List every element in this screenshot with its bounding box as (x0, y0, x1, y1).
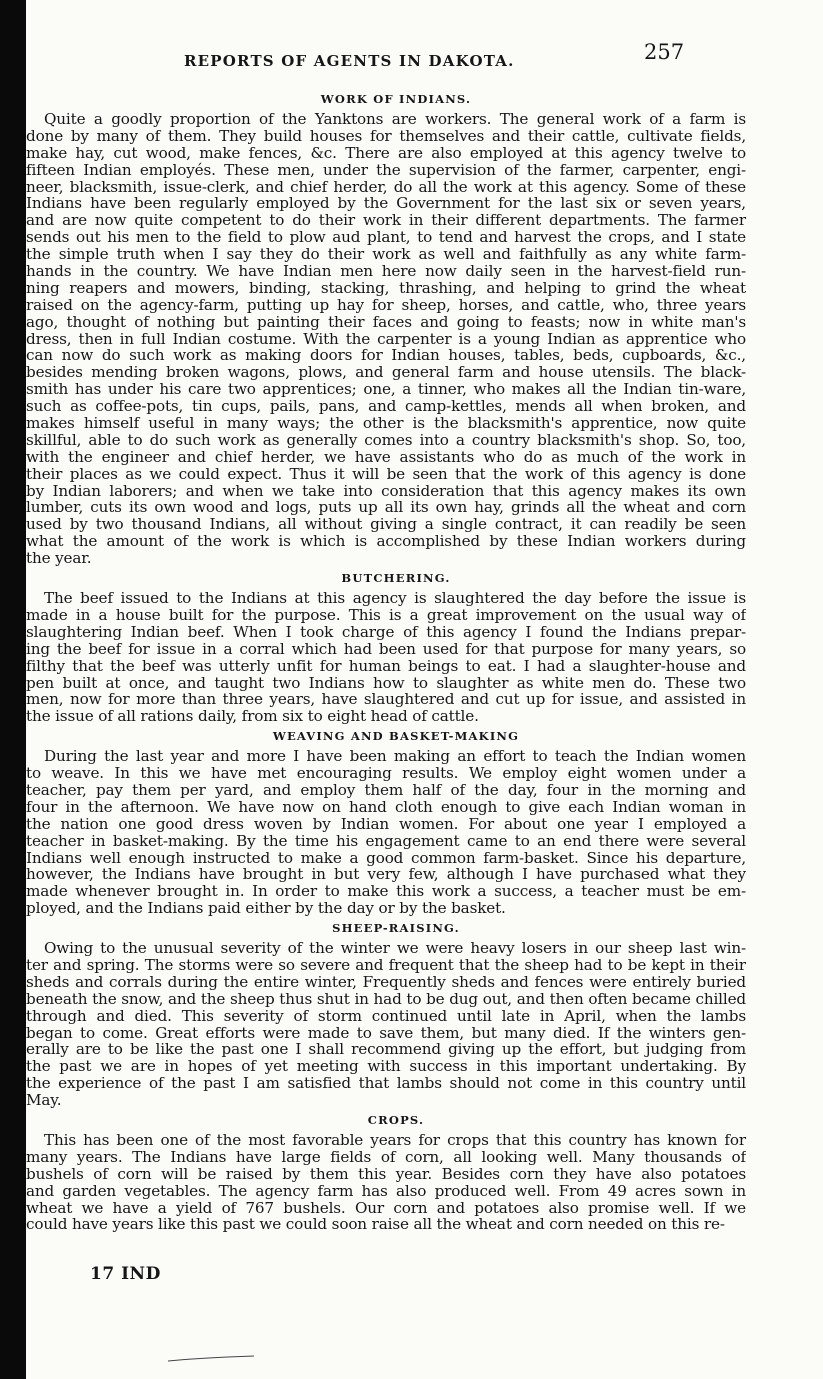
text-line: sheds and corrals during the entire winter, Frequently sheds and fences were entirely buried (26, 973, 746, 991)
pencil-stroke (166, 1355, 256, 1363)
page-number: 257 (644, 40, 685, 64)
text-line: and garden vegetables. The agency farm has also produced well. From 49 acres sown in (26, 1182, 746, 1200)
text-line: Indians have been regularly employed by the Government for the last six or seven years, (26, 195, 746, 213)
document-page (26, 0, 823, 1379)
text-line: dress, then in full Indian costume. With the carpenter is a young Indian as apprentice who (26, 330, 746, 348)
text-line: began to come. Great efforts were made to save them, but many died. If the winters gen- (26, 1024, 746, 1042)
text-line: ning reapers and mowers, binding, stacking, thrashing, and helping to grind the wheat (26, 279, 746, 297)
section-heading: SHEEP-RAISING. (332, 921, 460, 936)
section-paragraph (26, 748, 746, 917)
text-line: their places as we could expect. Thus it will be seen that the work of this agency is done (26, 465, 746, 483)
section-heading: WEAVING AND BASKET-MAKING (272, 729, 520, 744)
text-line: the simple truth when I say they do their work as well and faithfully as any white farm- (26, 246, 746, 264)
text-line: what the amount of the work is which is accomplished by these Indian workers during (26, 533, 746, 551)
text-line: could have years like this past we could soon raise all the wheat and corn needed on this re- (26, 1216, 725, 1234)
section-paragraph (26, 590, 746, 725)
text-line: During the last year and more I have been making an effort to teach the Indian women (44, 748, 746, 766)
text-line: make hay, cut wood, make fences, &c. There are also employed at this agency twelve to (26, 144, 746, 162)
text-line: done by many of them. They build houses for themselves and their cattle, cultivate fields, (26, 127, 746, 145)
text-line: raised on the agency-farm, putting up hay for sheep, horses, and cattle, who, three years (26, 296, 746, 314)
text-line: can now do such work as making doors for Indian houses, tables, beds, cupboards, &c., (26, 347, 746, 365)
text-line: slaughtering Indian beef. When I took charge of this agency I found the Indians prepar- (26, 623, 746, 641)
text-line: made whenever brought in. In order to make this work a success, a teacher must be em- (26, 883, 746, 901)
scan-border (0, 0, 26, 1379)
text-line: Indians well enough instructed to make a good common farm-basket. Since his departure, (26, 849, 746, 867)
text-line: by Indian laborers; and when we take into consideration that this agency makes its own (26, 482, 746, 500)
text-line: erally are to be like the past one I shall recommend giving up the effort, but judging from (26, 1041, 746, 1059)
text-line: teacher, pay them per yard, and employ them half of the day, four in the morning and (26, 781, 746, 799)
section-heading: CROPS. (367, 1112, 425, 1127)
section-paragraph (26, 1132, 746, 1233)
text-line: teacher in basket-making. By the time his engagement came to an end there were several (26, 832, 746, 850)
text-line: bushels of corn will be raised by them this year. Besides corn they have also potatoes (26, 1165, 746, 1183)
section-paragraph (26, 111, 746, 567)
text-line: ployed, and the Indians paid either by the day or by the basket. (26, 900, 506, 918)
text-line: made in a house built for the purpose. This is a great improvement on the usual way of (26, 606, 746, 624)
text-line: used by two thousand Indians, all without giving a single contract, it can readily be seen (26, 516, 746, 534)
text-line: Owing to the unusual severity of the winter we were heavy losers in our sheep last win- (44, 940, 746, 957)
text-line: many years. The Indians have large fields of corn, all looking well. Many thousands of (26, 1148, 746, 1166)
text-line: the experience of the past I am satisfied that lambs should not come in this country until (26, 1075, 746, 1093)
text-line: skillful, able to do such work as generally comes into a country blacksmith's shop. So, too, (26, 431, 746, 449)
text-line: The beef issued to the Indians at this agency is slaughtered the day before the issue is (44, 590, 746, 607)
text-line: hands in the country. We have Indian men here now daily seen in the harvest-field run- (26, 263, 746, 280)
text-line: neer, blacksmith, issue-clerk, and chief herder, do all the work at this agency. Some of these (26, 178, 746, 196)
section-paragraph (26, 940, 746, 1109)
text-line: four in the afternoon. We have now on hand cloth enough to give each Indian woman in (26, 798, 746, 816)
section-heading: BUTCHERING. (341, 571, 451, 586)
text-line: pen built at once, and taught two Indians how to slaughter as white men do. These two (26, 674, 746, 692)
text-line: fifteen Indian employés. These men, under the supervision of the farmer, carpenter, engi- (26, 161, 746, 179)
text-line: lumber, cuts its own wood and logs, puts up all its own hay, grinds all the wheat and corn (26, 499, 746, 517)
text-line: the past we are in hopes of yet meeting with success in this important undertaking. By (26, 1058, 746, 1076)
text-line: men, now for more than three years, have slaughtered and cut up for issue, and assisted in (26, 691, 746, 709)
text-line: makes himself useful in many ways; the other is the blacksmith's apprentice, now quite (26, 415, 746, 432)
text-line: sends out his men to the field to plow aud plant, to tend and harvest the crops, and I state (26, 229, 746, 247)
running-head: REPORTS OF AGENTS IN DAKOTA. (184, 52, 515, 70)
text-line: This has been one of the most favorable years for crops that this country has known for (44, 1131, 746, 1149)
body-text (26, 92, 746, 1237)
text-line: Quite a goodly proportion of the Yanktons are workers. The general work of a farm is (44, 111, 746, 128)
text-line: the nation one good dress woven by Indian women. For about one year I employed a (26, 815, 746, 833)
text-line: the issue of all rations daily, from six to eight head of cattle. (26, 708, 479, 726)
text-line: ago, thought of nothing but painting their faces and going to feasts; now in white man's (26, 313, 746, 331)
text-line: May. (26, 1092, 62, 1109)
text-line: the year. (26, 550, 92, 568)
text-line: through and died. This severity of storm continued until late in April, when the lambs (26, 1007, 746, 1025)
page-header (26, 40, 823, 70)
text-line: smith has under his care two apprentices; one, a tinner, who makes all the Indian tin-ware, (26, 381, 746, 399)
text-line: ter and spring. The storms were so severe and frequent that the sheep had to be kept in their (26, 956, 746, 974)
text-line: however, the Indians have brought in but very few, although I have purchased what they (26, 866, 746, 884)
text-line: beneath the snow, and the sheep thus shut in had to be dug out, and then often became chilled (26, 990, 746, 1008)
text-line: to weave. In this we have met encouraging results. We employ eight women under a (26, 765, 746, 782)
text-line: filthy that the beef was utterly unfit for human beings to eat. I had a slaughter-house and (26, 657, 746, 675)
text-line: such as coffee-pots, tin cups, pails, pans, and camp-kettles, mends all when broken, and (26, 398, 746, 416)
section-heading: WORK OF INDIANS. (320, 92, 472, 106)
text-line: and are now quite competent to do their work in their different departments. The farmer (26, 212, 746, 230)
text-line: besides mending broken wagons, plows, and general farm and house utensils. The black- (26, 364, 746, 382)
signature-mark: 17 IND (90, 1264, 161, 1284)
text-line: ing the beef for issue in a corral which had been used for that purpose for many years, so (26, 640, 746, 658)
text-line: wheat we have a yield of 767 bushels. Our corn and potatoes also promise well. If we (26, 1199, 746, 1217)
text-line: with the engineer and chief herder, we have assistants who do as much of the work in (26, 448, 746, 466)
